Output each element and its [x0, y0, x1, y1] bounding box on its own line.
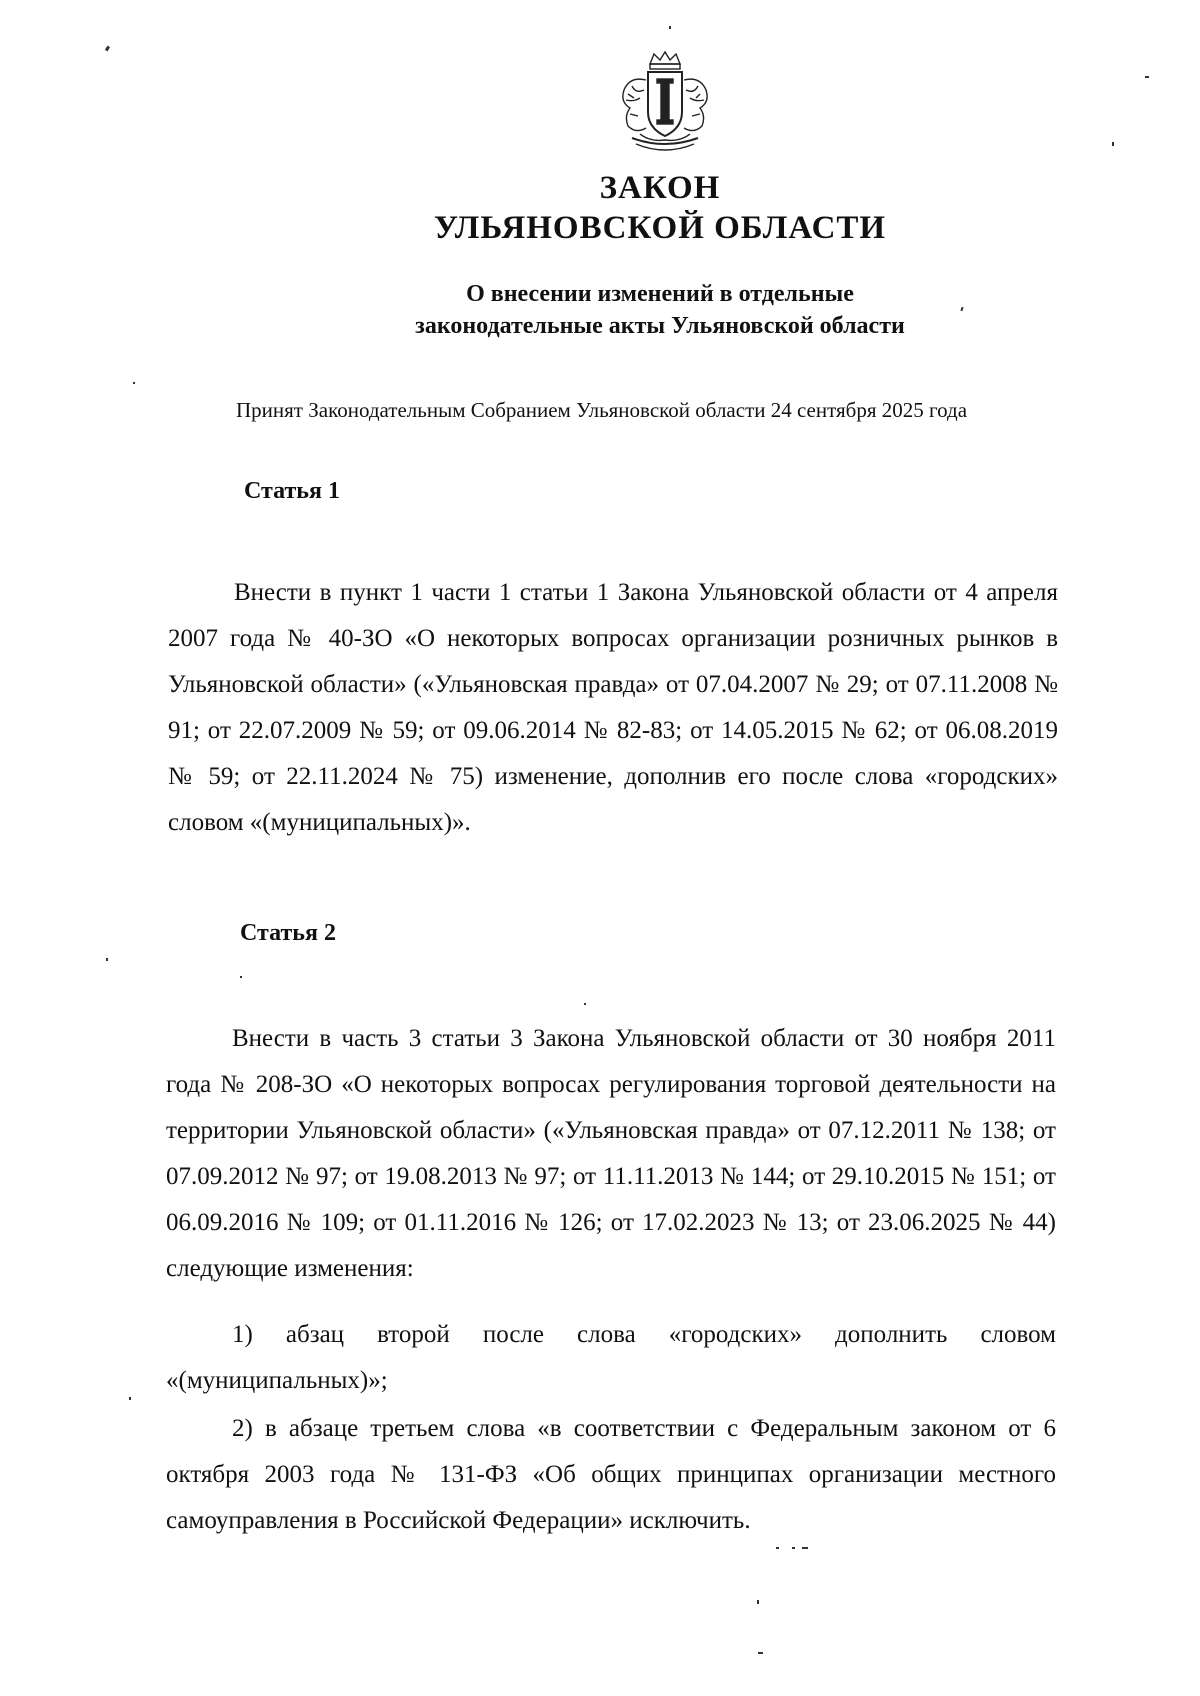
- article-1-heading: Статья 1: [244, 478, 340, 504]
- law-title-line1: ЗАКОН: [599, 170, 721, 206]
- article-2-heading: Статья 2: [240, 920, 336, 946]
- coat-of-arms-icon: [610, 50, 720, 160]
- law-subtitle-line1: О внесении изменений в отдельные: [466, 281, 854, 307]
- article-2-item-2: 2) в абзаце третьем слова «в соответствии с Федеральным законом от 6 октября 2003 года № 131-ФЗ «Об общих принципах организации местного самоуправления в Российской Федерации» исключить.: [166, 1415, 1056, 1534]
- adoption-note: Принят Законодательным Собранием Ульяновской области 24 сентября 2025 года: [236, 398, 968, 422]
- article-2-text: Внести в часть 3 статьи 3 Закона Ульяновской области от 30 ноября 2011 года № 208-ЗО «О некоторых вопросах регулирования торговой деятельности на территории Ульяновской области» («Ульяновская правда» от 07.12.2011 № 138; от 07.09.2012 № 97; от 19.08.2013 № 97; от 11.11.2013 № 144; от 29.10.2015 № 151; от 06.09.2016 № 109; от 01.11.2016 № 126; от 17.02.2023 № 13; от 23.06.2025 № 44) следующие изменения:: [166, 1025, 1056, 1282]
- article-2-item-1: 1) абзац второй после слова «городских» дополнить словом «(муниципальных)»;: [166, 1321, 1056, 1394]
- law-subtitle-line2: законодательные акты Ульяновской области: [415, 313, 905, 339]
- law-subtitle: [300, 278, 1020, 342]
- article-1-text: Внести в пункт 1 части 1 статьи 1 Закона Ульяновской области от 4 апреля 2007 года № 40-ЗО «О некоторых вопросах организации розничных рынков в Ульяновской области» («Ульяновская правда» от 07.04.2007 № 29; от 07.11.2008 № 91; от 22.07.2009 № 59; от 09.06.2014 № 82-83; от 14.05.2015 № 62; от 06.08.2019 № 59; от 22.11.2024 № 75) изменение, дополнив его после слова «городских» словом «(муниципальных)».: [168, 579, 1058, 836]
- title-block: [300, 168, 1020, 342]
- law-title-line2: УЛЬЯНОВСКОЙ ОБЛАСТИ: [433, 210, 887, 246]
